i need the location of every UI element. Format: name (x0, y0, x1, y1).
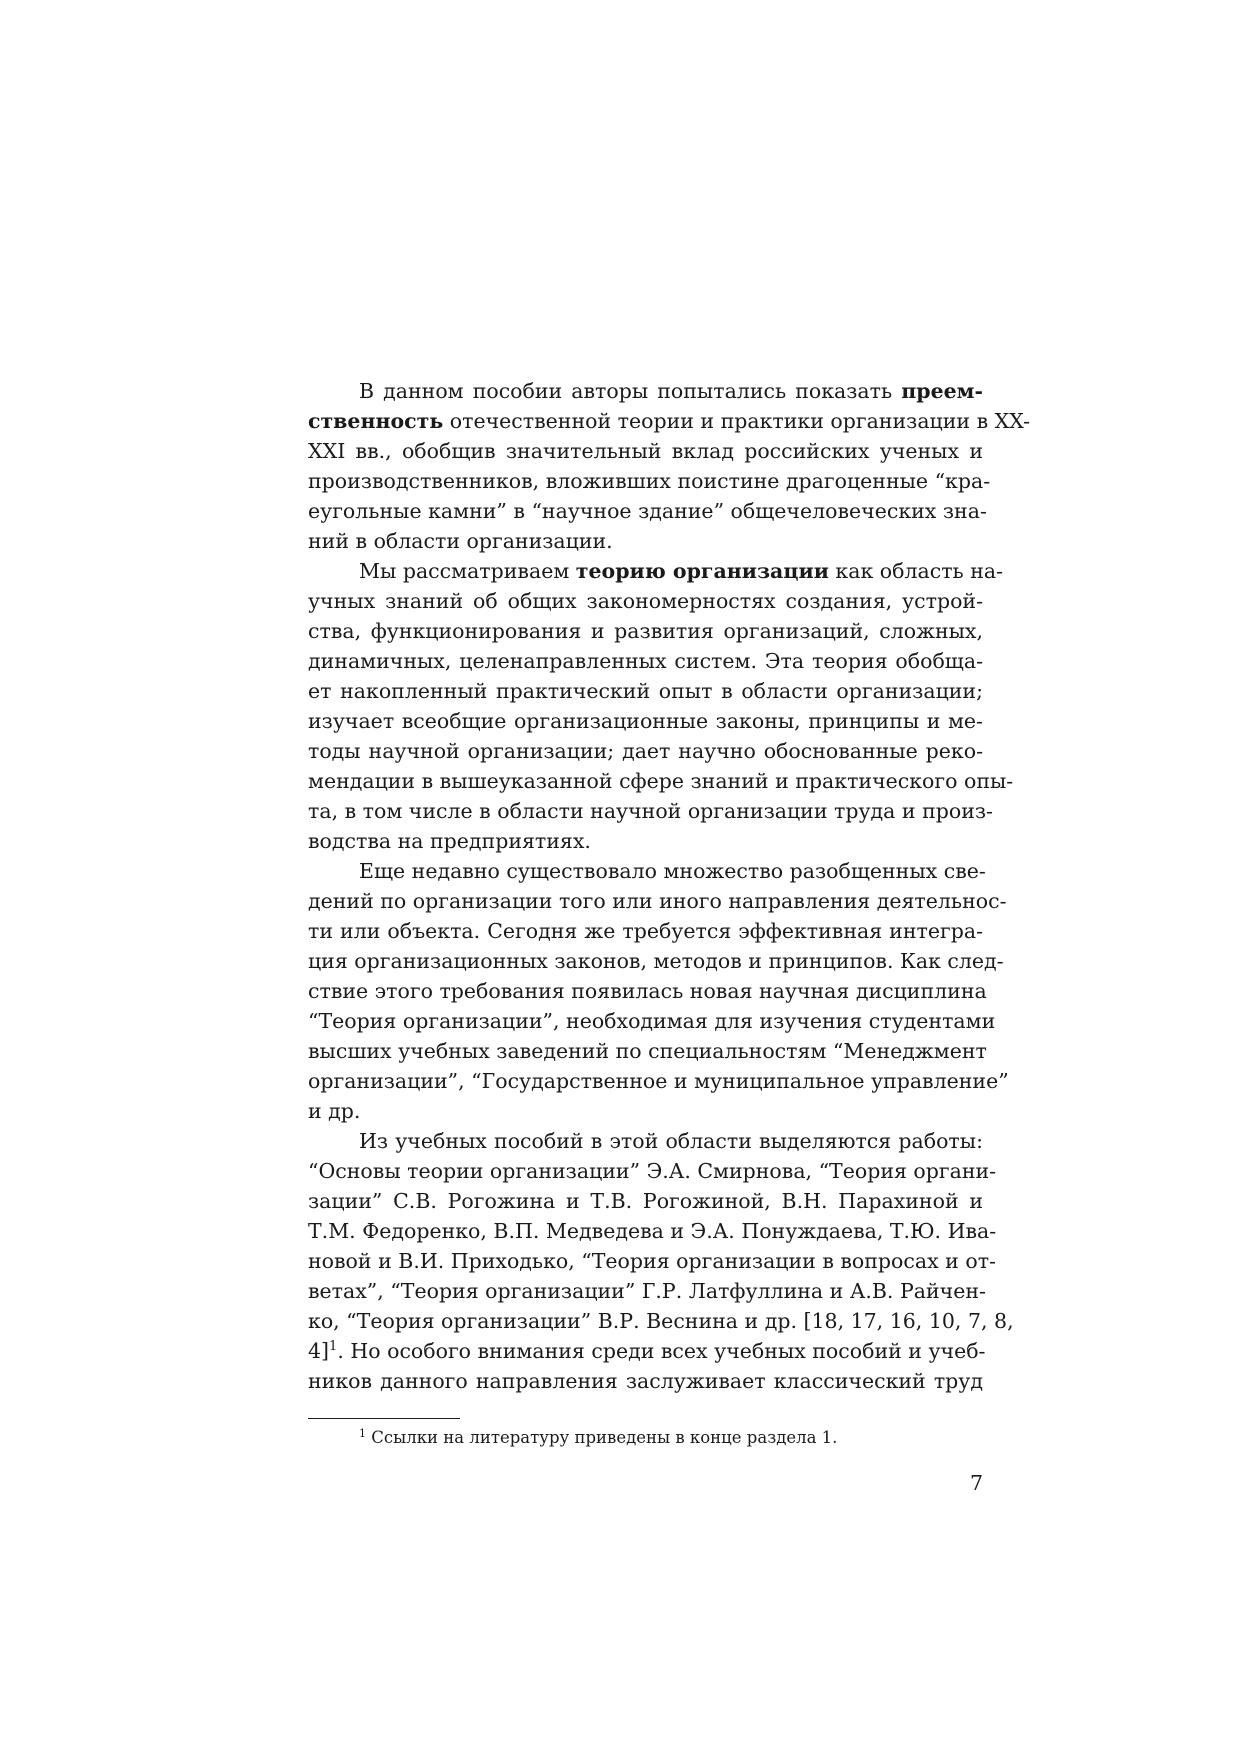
text-line: ников данного направления заслуживает классический труд (308, 1369, 983, 1393)
text-line: динамичных, целенаправленных систем. Эта теория обобща- (308, 649, 983, 673)
text-line: “Теория организации”, необходимая для изучения студентами (308, 1009, 996, 1033)
text-line: XXI вв., обобщив значительный вклад российских ученых и (308, 439, 983, 463)
text-line: ствие этого требования появилась новая научная дисциплина (308, 979, 987, 1003)
footnote-reference[interactable]: 1 (329, 1339, 338, 1354)
text-line: ства, функционирования и развития организаций, сложных, (308, 619, 983, 643)
text-line: мендации в вышеуказанной сфере знаний и практического опы- (308, 769, 1014, 793)
text-line: организации”, “Государственное и муниципальное управление” (308, 1069, 1009, 1093)
text-line: дений по организации того или иного направления деятельнос- (308, 889, 1007, 913)
text-line: ко, “Теория организации” В.Р. Веснина и др. [18, 17, 16, 10, 7, 8, (308, 1309, 1014, 1333)
text-line: ция организационных законов, методов и принципов. Как след- (308, 949, 1004, 973)
text-line: тоды научной организации; дает научно обоснованные реко- (308, 739, 983, 763)
text-line: ти или объекта. Сегодня же требуется эффективная интегра- (308, 919, 983, 943)
footnote-divider (308, 1418, 460, 1419)
text-line: та, в том числе в области научной организации труда и произ- (308, 799, 993, 823)
text-line: ственность отечественной теории и практики организации в XX- (308, 409, 1031, 433)
footnote (359, 1425, 837, 1451)
text-line: изучает всеобщие организационные законы, принципы и ме- (308, 709, 983, 733)
footnote-text: Ссылки на литературу приведены в конце раздела 1. (371, 1428, 838, 1447)
text-line: ветах”, “Теория организации” Г.Р. Латфуллина и А.В. Райчен- (308, 1279, 986, 1303)
text-line: еугольные камни” в “научное здание” общечеловеческих зна- (308, 499, 987, 523)
text-line: производственников, вложивших поистине драгоценные “кра- (308, 469, 991, 493)
text-line: Мы рассматриваем теорию организации как область на- (359, 559, 1004, 583)
footnote-mark: 1 (359, 1427, 366, 1440)
text-line: ний в области организации. (308, 529, 613, 553)
text-line: “Основы теории организации” Э.А. Смирнова, “Теория органи- (308, 1159, 997, 1183)
text-line: Еще недавно существовало множество разобщенных све- (359, 859, 986, 883)
text-line: ет накопленный практический опыт в области организации; (308, 679, 983, 703)
text-line: зации” С.В. Рогожина и Т.В. Рогожиной, В.Н. Парахиной и (308, 1189, 983, 1213)
text-line: и др. (308, 1099, 361, 1123)
text-line: Т.М. Федоренко, В.П. Медведева и Э.А. Понуждаева, Т.Ю. Ива- (308, 1219, 997, 1243)
text-line: В данном пособии авторы попытались показать преем- (359, 379, 983, 403)
text-line: новой и В.И. Приходько, “Теория организации в вопросах и от- (308, 1249, 996, 1273)
page-number: 7 (969, 1471, 983, 1495)
text-line: 4]$^1$. Но особого внимания среди всех учебных пособий и учеб- (308, 1339, 986, 1363)
text-line: Из учебных пособий в этой области выделяются работы: (359, 1129, 983, 1153)
text-line: учных знаний об общих закономерностях создания, устрой- (308, 589, 983, 613)
text-line: водства на предприятиях. (308, 829, 591, 853)
text-line: высших учебных заведений по специальностям “Менеджмент (308, 1039, 987, 1063)
